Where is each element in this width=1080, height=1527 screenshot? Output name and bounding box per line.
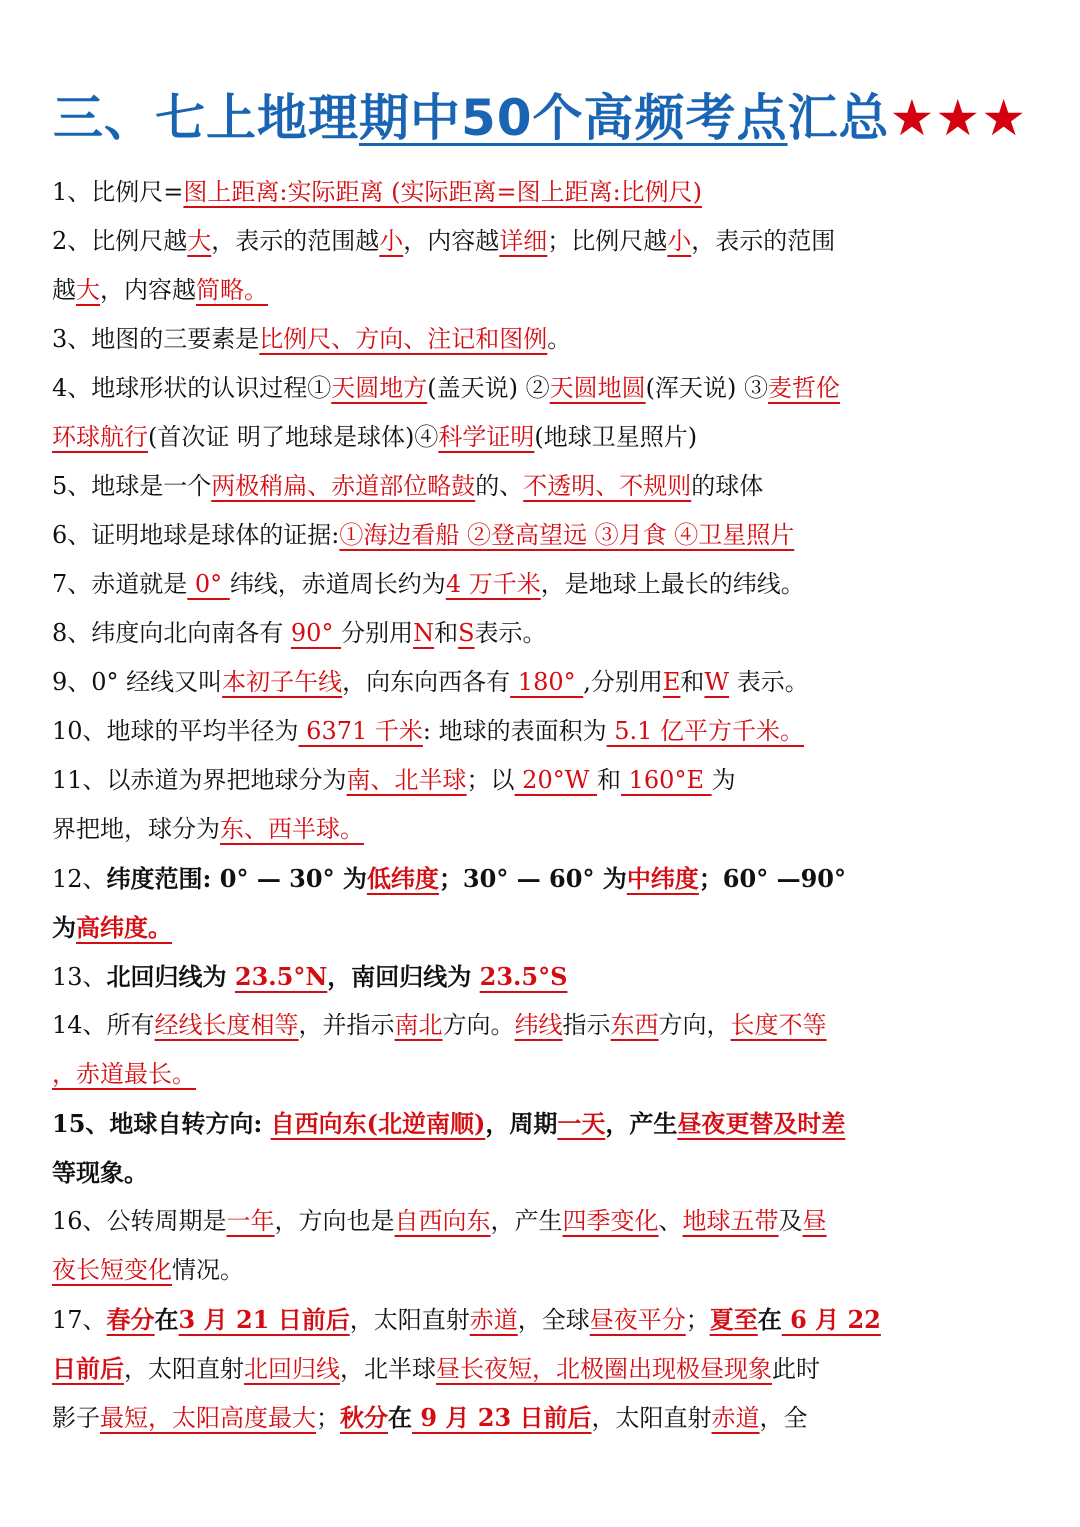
- answer-text: 麦哲伦: [768, 374, 840, 402]
- text-segment: 方向。: [442, 1011, 515, 1039]
- answer-text: 最短，太阳高度最大: [100, 1404, 316, 1432]
- text-segment: 3、地图的三要素是: [52, 325, 260, 353]
- text-segment: 纬度范围: 0° — 30° 为: [106, 864, 367, 893]
- answer-text: 一年: [226, 1207, 275, 1235]
- text-segment: 11、以赤道为界把地球分为: [52, 766, 347, 794]
- answer-text: 四季变化: [562, 1207, 659, 1235]
- answer-text: 长度不等: [730, 1011, 827, 1039]
- answer-text: 大: [187, 227, 212, 255]
- answer-text: 南、北半球: [346, 766, 467, 794]
- text-line: [52, 1197, 1032, 1246]
- text-segment: 方向，: [658, 1011, 731, 1039]
- text-segment: 和: [597, 766, 622, 794]
- text-segment: ，太阳直射: [591, 1404, 712, 1432]
- text-segment: ；: [316, 1404, 340, 1432]
- text-line: [52, 854, 1032, 903]
- text-segment: : 地球的表面积为: [422, 717, 607, 745]
- text-line: [52, 952, 1032, 1001]
- answer-text: 详细: [499, 227, 548, 255]
- text-segment: 15、地球自转方向:: [52, 1109, 271, 1138]
- answer-text: 3 月 21 日前后: [178, 1305, 350, 1334]
- answer-text: 北回归线: [244, 1355, 340, 1383]
- text-segment: (首次证 明了地球是球体)④: [148, 423, 439, 451]
- answer-text: 经线长度相等: [154, 1011, 299, 1039]
- text-segment: ，北半球: [340, 1355, 436, 1383]
- document-body: [52, 168, 1032, 1442]
- answer-text: 高纬度。: [76, 913, 172, 942]
- answer-text: 地球五带: [682, 1207, 779, 1235]
- text-segment: 分别用: [341, 619, 414, 647]
- answer-text: 不透明、不规则: [523, 472, 692, 500]
- text-line: [52, 413, 1032, 462]
- text-line: [52, 266, 1032, 315]
- title-main: 三、七上地理: [52, 89, 359, 147]
- answer-text: E: [662, 668, 681, 696]
- text-segment: 为: [711, 766, 736, 794]
- title-underlined: 期中50个高频考点: [358, 89, 788, 147]
- text-line: [52, 1050, 1032, 1099]
- answer-text: 春分: [106, 1305, 155, 1334]
- answer-text: 6 月 22: [781, 1305, 881, 1334]
- text-segment: ，太阳直射: [349, 1306, 470, 1334]
- text-line: [52, 1099, 1032, 1148]
- answer-text: S: [458, 619, 475, 647]
- answer-text: 夏至: [709, 1305, 758, 1334]
- answer-text: 6371 千米: [298, 717, 423, 745]
- text-segment: ；: [685, 1306, 710, 1334]
- text-line: [52, 560, 1032, 609]
- text-segment: 情况。: [172, 1256, 244, 1284]
- answer-text: 0°: [187, 570, 230, 598]
- answer-text: ，赤道最长。: [52, 1060, 196, 1088]
- text-segment: 在: [757, 1305, 782, 1334]
- answer-text: 小: [379, 227, 404, 255]
- answer-text: 赤道: [469, 1306, 518, 1334]
- answer-text: 9 月 23 日前后: [412, 1403, 592, 1432]
- text-segment: ，周期: [485, 1109, 558, 1138]
- text-segment: ，是地球上最长的纬线。: [540, 570, 805, 598]
- text-segment: 4、地球形状的认识过程①: [52, 374, 332, 402]
- text-line: [52, 1393, 1032, 1442]
- answer-text: 160°E: [621, 766, 712, 794]
- text-segment: 在: [388, 1403, 412, 1432]
- text-segment: 10、地球的平均半径为: [52, 717, 299, 745]
- text-line: [52, 756, 1032, 805]
- text-segment: (浑天说) ③: [645, 374, 768, 402]
- answer-text: 天圆地方: [331, 374, 428, 402]
- answer-text: 昼: [802, 1207, 827, 1235]
- text-segment: 在: [154, 1305, 179, 1334]
- text-segment: ，表示的范围: [691, 227, 836, 255]
- text-segment: 1、比例尺=: [52, 178, 184, 206]
- answer-text: ①海边看船 ②登高望远 ③月食 ④卫星照片: [339, 521, 795, 549]
- answer-text: 一天: [557, 1109, 606, 1138]
- answer-text: 23.5°N: [234, 962, 328, 991]
- text-line: [52, 315, 1032, 364]
- answer-text: 4 万千米: [445, 570, 541, 598]
- text-line: [52, 1246, 1032, 1295]
- answer-text: 东西: [610, 1011, 659, 1039]
- text-segment: 此时: [772, 1355, 820, 1383]
- star-icons: ★★★: [889, 89, 1028, 147]
- text-segment: 和: [434, 619, 459, 647]
- text-segment: ；30° — 60° 为: [438, 864, 627, 893]
- answer-text: 低纬度: [366, 864, 439, 893]
- text-segment: 9、0° 经线又叫: [52, 668, 223, 696]
- text-segment: ，全球: [517, 1306, 590, 1334]
- text-segment: 17、: [52, 1306, 107, 1334]
- answer-text: W: [704, 668, 730, 696]
- answer-text: 小: [667, 227, 692, 255]
- text-segment: ，全: [759, 1404, 808, 1432]
- answer-text: 昼夜更替及时差: [677, 1109, 846, 1138]
- text-line: [52, 168, 1032, 217]
- answer-text: 环球航行: [52, 423, 148, 451]
- document-title: [0, 78, 1080, 150]
- answer-text: 日前后: [52, 1354, 124, 1383]
- text-segment: ，方向也是: [274, 1207, 395, 1235]
- text-segment: ；比例尺越: [547, 227, 668, 255]
- text-segment: 16、公转周期是: [52, 1207, 227, 1235]
- text-segment: 为: [52, 913, 76, 942]
- text-segment: ，表示的范围越: [211, 227, 380, 255]
- text-segment: 北回归线为: [106, 962, 235, 991]
- answer-text: 大: [76, 276, 100, 304]
- answer-text: 纬线: [514, 1011, 563, 1039]
- text-line: [52, 1148, 1032, 1197]
- answer-text: 赤道: [711, 1404, 760, 1432]
- answer-text: 20°W: [514, 766, 598, 794]
- text-line: [52, 1295, 1032, 1344]
- text-segment: ；以: [466, 766, 515, 794]
- answer-text: 图上距离:实际距离 (实际距离=图上距离:比例尺): [183, 178, 703, 206]
- answer-text: 东、西半球。: [220, 815, 364, 843]
- answer-text: 5.1 亿平方千米。: [606, 717, 805, 745]
- text-segment: 6、证明地球是球体的证据:: [52, 521, 340, 549]
- text-segment: 的、: [475, 472, 524, 500]
- title-rest: 汇总: [787, 89, 890, 147]
- text-segment: 越: [52, 276, 76, 304]
- text-segment: (地球卫星照片): [534, 423, 698, 451]
- answer-text: 天圆地圆: [549, 374, 646, 402]
- answer-text: 南北: [394, 1011, 443, 1039]
- text-line: [52, 511, 1032, 560]
- text-segment: ，产生: [605, 1109, 678, 1138]
- text-line: [52, 217, 1032, 266]
- answer-text: 自西向东: [394, 1207, 491, 1235]
- text-segment: 2、比例尺越: [52, 227, 188, 255]
- text-segment: ，内容越: [100, 276, 196, 304]
- answer-text: 中纬度: [626, 864, 699, 893]
- text-line: [52, 364, 1032, 413]
- text-segment: 、: [658, 1207, 683, 1235]
- text-segment: 表示。: [474, 619, 547, 647]
- text-segment: 7、赤道就是: [52, 570, 188, 598]
- answer-text: 23.5°S: [479, 962, 568, 991]
- text-segment: ，产生: [490, 1207, 563, 1235]
- text-line: [52, 462, 1032, 511]
- text-segment: 的球体: [691, 472, 764, 500]
- text-line: [52, 805, 1032, 854]
- answer-text: 昼夜平分: [589, 1306, 686, 1334]
- answer-text: 简略。: [196, 276, 268, 304]
- text-line: [52, 1344, 1032, 1393]
- text-segment: 指示: [562, 1011, 611, 1039]
- text-segment: 界把地，球分为: [52, 815, 220, 843]
- answer-text: 昼长夜短，北极圈出现极昼现象: [436, 1355, 772, 1383]
- answer-text: 本初子午线: [222, 668, 343, 696]
- text-segment: 8、纬度向北向南各有: [52, 619, 291, 647]
- text-segment: ，并指示: [298, 1011, 395, 1039]
- text-segment: ,分别用: [583, 668, 663, 696]
- answer-text: 夜长短变化: [52, 1256, 172, 1284]
- text-segment: 12、: [52, 865, 107, 893]
- text-segment: ，南回归线为: [327, 962, 480, 991]
- text-segment: 和: [680, 668, 705, 696]
- text-segment: 14、所有: [52, 1011, 155, 1039]
- text-line: [52, 707, 1032, 756]
- text-segment: 13、: [52, 963, 107, 991]
- text-segment: 影子: [52, 1404, 100, 1432]
- answer-text: 两极稍扁、赤道部位略鼓: [211, 472, 476, 500]
- answer-text: 自西向东(北逆南顺): [270, 1109, 486, 1138]
- answer-text: 90°: [290, 619, 342, 647]
- text-line: [52, 609, 1032, 658]
- text-segment: 等现象。: [52, 1158, 148, 1187]
- text-segment: (盖天说) ②: [427, 374, 550, 402]
- text-segment: 纬线，赤道周长约为: [229, 570, 446, 598]
- text-line: [52, 1001, 1032, 1050]
- text-segment: 表示。: [729, 668, 809, 696]
- text-segment: 。: [547, 325, 572, 353]
- text-segment: ，内容越: [403, 227, 500, 255]
- text-segment: ；60° —90°: [698, 864, 846, 893]
- answer-text: 比例尺、方向、注记和图例: [259, 325, 548, 353]
- answer-text: 科学证明: [438, 423, 535, 451]
- text-line: [52, 903, 1032, 952]
- text-segment: ，向东向西各有: [342, 668, 511, 696]
- answer-text: 180°: [510, 668, 584, 696]
- answer-text: 秋分: [340, 1403, 388, 1432]
- text-segment: ，太阳直射: [124, 1355, 244, 1383]
- text-segment: 5、地球是一个: [52, 472, 212, 500]
- text-line: [52, 658, 1032, 707]
- answer-text: N: [413, 619, 435, 647]
- text-segment: 及: [778, 1207, 803, 1235]
